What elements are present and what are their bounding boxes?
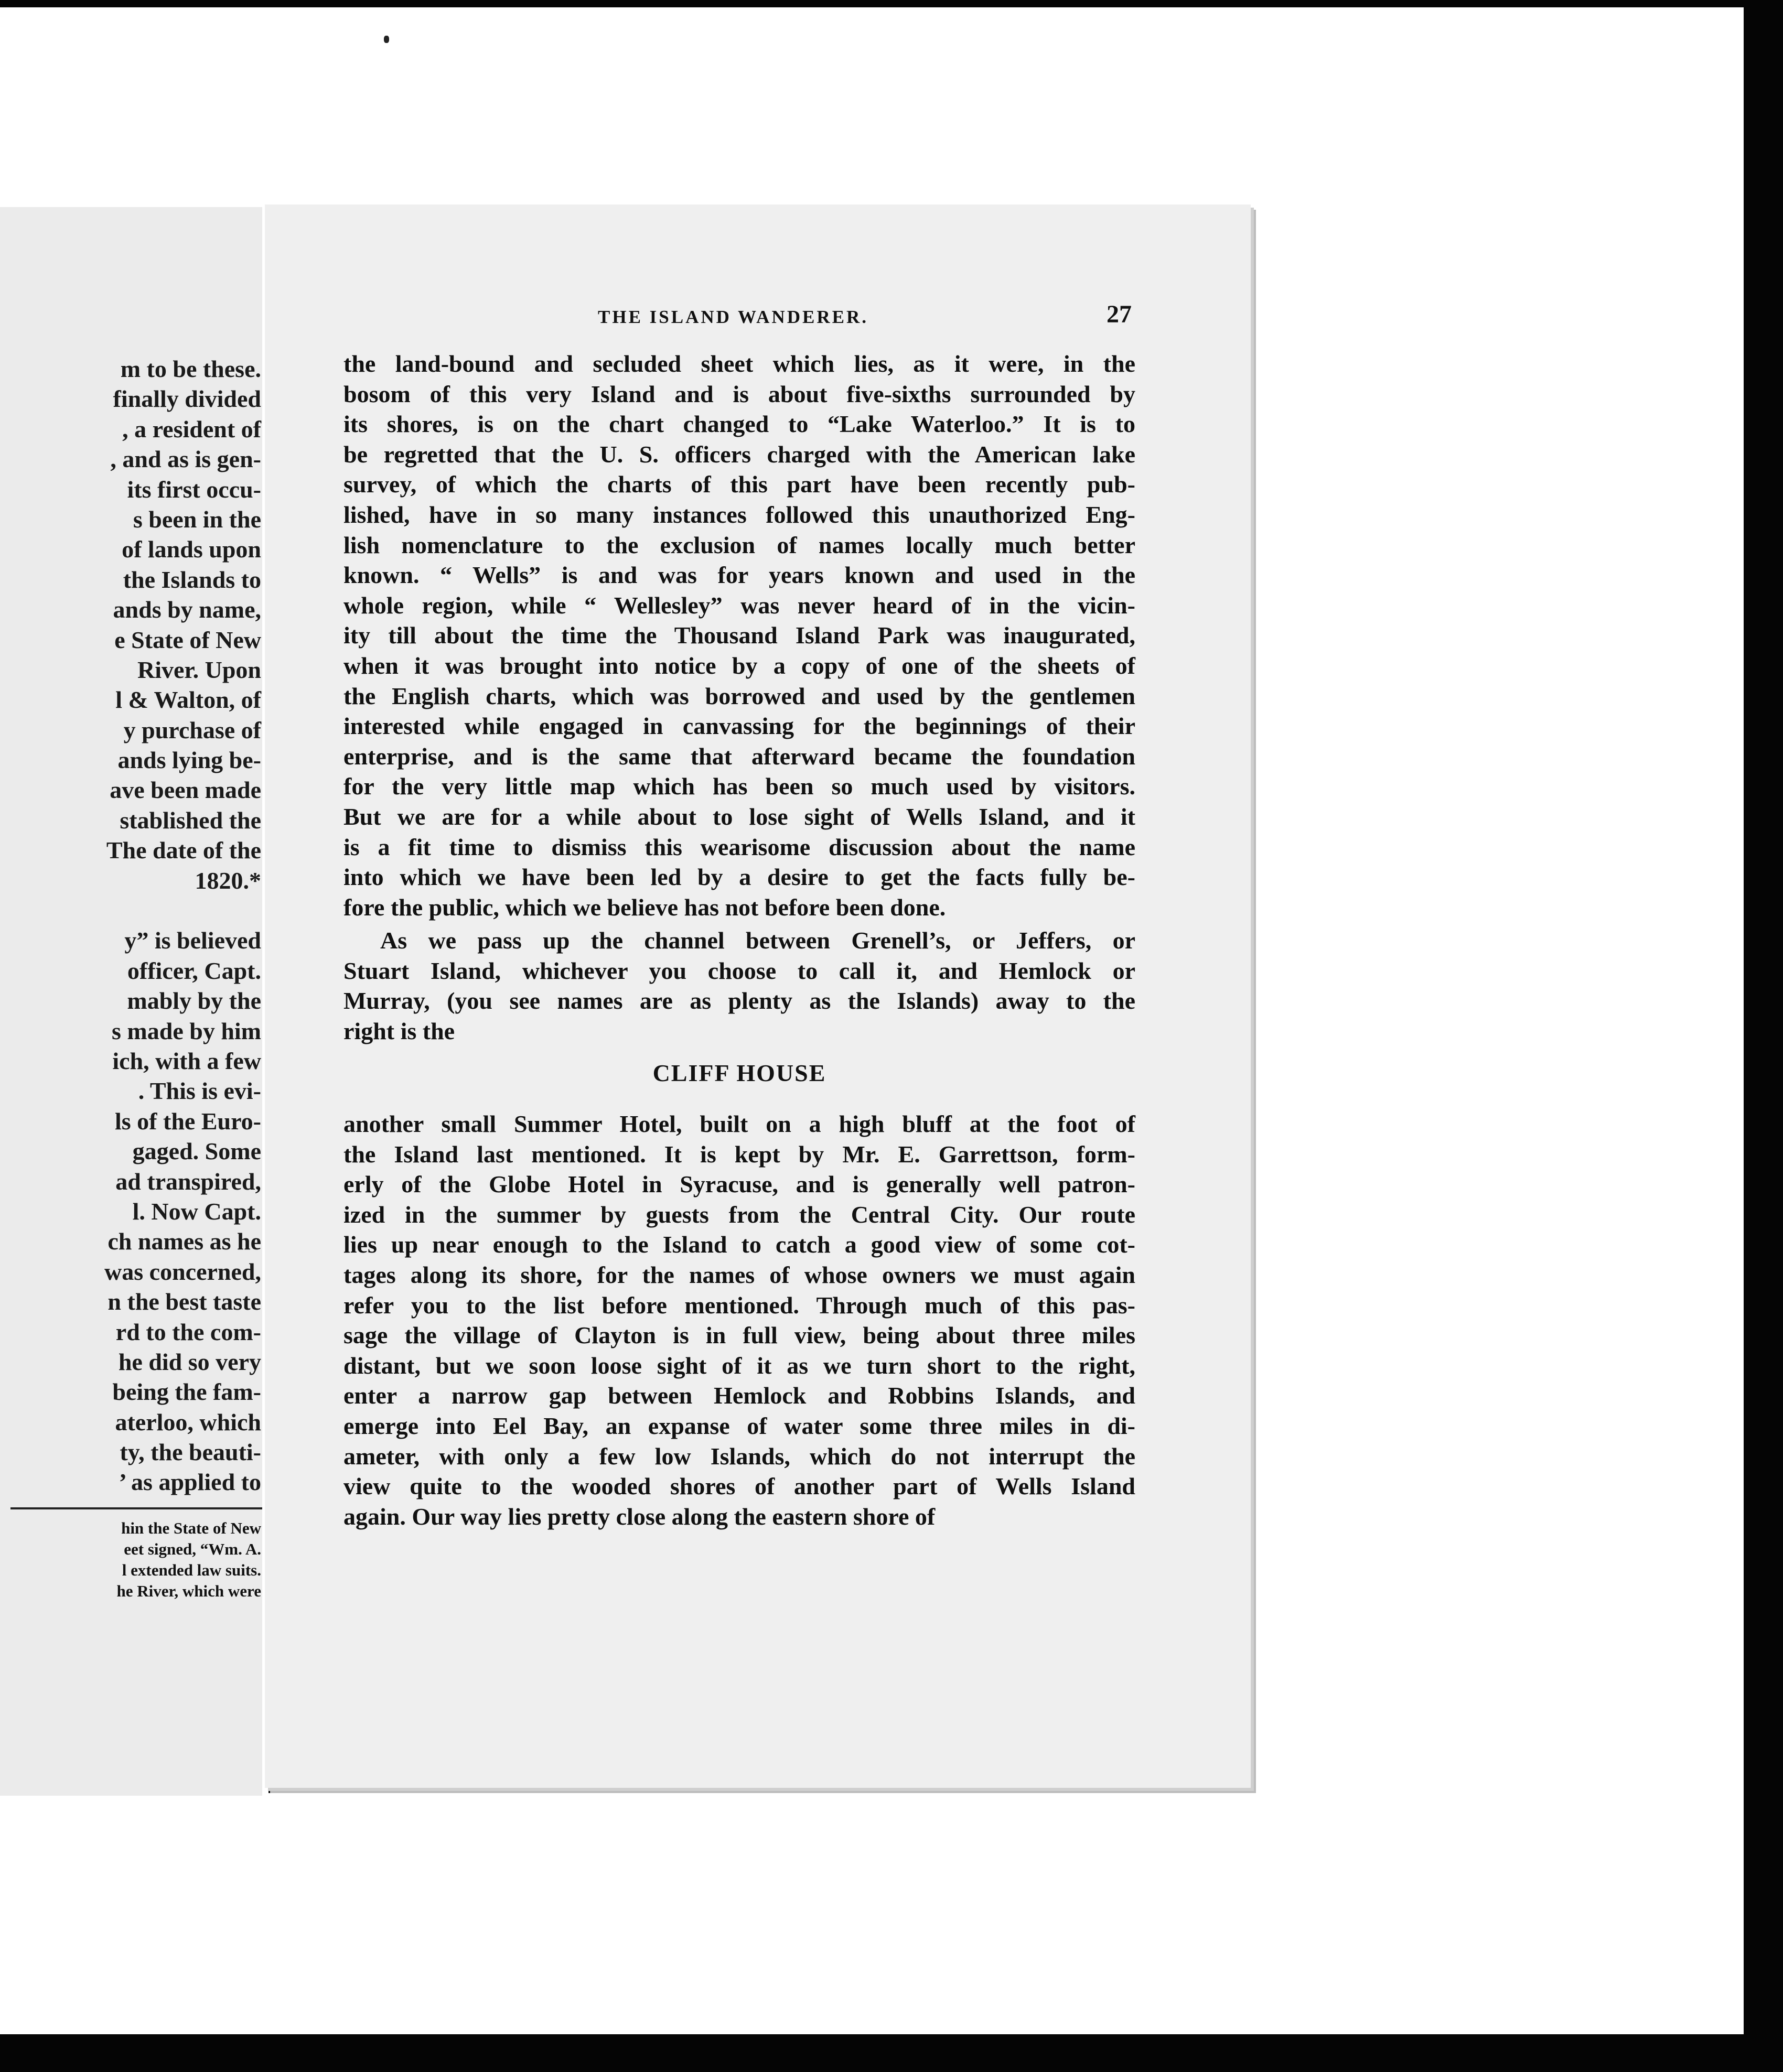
previous-page-line: ty, the beauti- [120,1439,261,1466]
section-heading: CLIFF HOUSE [652,1060,826,1086]
page-number: 27 [1107,300,1132,328]
film-frame-top [0,0,1783,7]
previous-page-line: y purchase of [123,716,261,743]
text-line: As we pass up the channel between Grenell’s, or Jeffers, or [380,927,1135,954]
previous-page-line: the Islands to [123,566,261,593]
text-line: sage the village of Clayton is in full view, being about three miles [343,1322,1135,1349]
previous-page-line: was concerned, [104,1258,261,1285]
previous-page-line: m to be these. [120,355,261,382]
text-line: the land-bound and secluded sheet which lies, as it were, in the [343,350,1135,377]
previous-page-line: y” is believed [124,927,261,954]
running-head: THE ISLAND WANDERER. [598,307,868,327]
text-line: But we are for a while about to lose sight of Wells Island, and it [343,803,1135,830]
text-line: fore the public, which we believe has not before been done. [343,893,946,921]
previous-page-line: 1820.* [195,867,261,894]
previous-page-line: s made by him [112,1017,261,1044]
footnote-line: hin the State of New [121,1519,261,1537]
text-line: lish nomenclature to the exclusion of names locally much better [343,531,1135,558]
text-line: Murray, (you see names are as plenty as the Islands) away to the [343,987,1135,1015]
footnote-line: l extended law suits. [122,1561,261,1579]
text-line: be regretted that the U. S. officers charged with the American lake [343,440,1135,468]
text-line: is a fit time to dismiss this wearisome discussion about the name [343,833,1135,860]
text-line: ity till about the time the Thousand Island Park was inaugurated, [343,622,1135,649]
previous-page-line: ad transpired, [115,1168,261,1195]
paragraph-1 [343,349,1135,922]
text-line: for the very little map which has been so much used by visitors. [343,773,1135,800]
text-line: view quite to the wooded shores of another part of Wells Island [343,1473,1135,1500]
previous-page-line: The date of the [106,837,261,864]
footnote-line: he River, which were [116,1582,261,1600]
text-line: ized in the summer by guests from the Central City. Our route [343,1201,1135,1228]
text-line: lies up near enough to the Island to catch a good view of some cot- [343,1231,1135,1258]
previous-page-line: , a resident of [122,415,261,443]
text-line: ameter, with only a few low Islands, which do not interrupt the [343,1442,1135,1470]
text-line: erly of the Globe Hotel in Syracuse, and is generally well patron- [343,1171,1135,1198]
previous-page-line: ’ as applied to [119,1469,261,1496]
text-line: whole region, while “ Wellesley” was never heard of in the vicin- [343,591,1135,619]
previous-page-line: . This is evi- [138,1077,261,1105]
previous-page-line: rd to the com- [115,1318,261,1345]
text-line: distant, but we soon loose sight of it as we turn short to the right, [343,1352,1135,1379]
previous-page [0,207,262,1796]
text-line: its shores, is on the chart changed to “Lake Waterloo.” It is to [343,411,1135,438]
text-line: another small Summer Hotel, built on a high bluff at the foot of [343,1110,1135,1137]
dust-speck [384,36,389,43]
previous-page-text [0,354,261,1497]
text-line: the English charts, which was borrowed and used by the gentlemen [343,682,1135,709]
text-line: enterprise, and is the same that afterward became the foundation [343,742,1135,770]
film-frame-bottom [0,2034,1783,2072]
text-line: lished, have in so many instances followed this unauthorized Eng- [343,501,1135,528]
text-line: when it was brought into notice by a copy of one of the sheets of [343,652,1135,679]
previous-page-line: ands lying be- [117,747,261,774]
footnote-rule [10,1507,262,1509]
previous-page-line: gaged. Some [132,1138,261,1165]
film-frame-right [1744,0,1783,2072]
text-line: refer you to the list before mentioned. Through much of this pas- [343,1291,1135,1319]
previous-page-line: l. Now Capt. [132,1197,261,1225]
previous-page-line: e State of New [114,626,261,653]
previous-page-line: n the best taste [108,1288,261,1315]
text-line: survey, of which the charts of this part have been recently pub- [343,471,1135,498]
previous-page-footnote [0,1518,261,1602]
previous-page-line: s been in the [133,505,261,533]
previous-page-line: aterloo, which [115,1408,261,1436]
text-line: Stuart Island, whichever you choose to call it, and Hemlock or [343,957,1135,984]
previous-page-line: he did so very [118,1348,261,1375]
text-line: into which we have been led by a desire to get the facts fully be- [343,864,1135,891]
previous-page-line: River. Upon [137,656,261,683]
previous-page-line: ls of the Euro- [115,1107,261,1135]
previous-page-line: finally divided [113,385,261,413]
previous-page-line [0,895,261,925]
previous-page-line: ch names as he [108,1228,261,1255]
previous-page-line: ands by name, [113,596,261,623]
text-line: again. Our way lies pretty close along the eastern shore of [343,1503,936,1530]
previous-page-line: mably by the [127,987,261,1015]
paragraph-3 [343,1109,1135,1531]
previous-page-line: officer, Capt. [127,957,261,984]
text-line: interested while engaged in canvassing for the beginnings of their [343,713,1135,740]
text-line: bosom of this very Island and is about five-sixths surrounded by [343,380,1135,407]
previous-page-line: ich, with a few [112,1047,261,1074]
text-line: emerge into Eel Bay, an expanse of water some three miles in di- [343,1412,1135,1439]
previous-page-line: of lands upon [122,536,261,563]
previous-page-line: stablished the [120,806,261,834]
previous-page-line: l & Walton, of [115,686,261,714]
text-line: the Island last mentioned. It is kept by Mr. E. Garrettson, form- [343,1140,1135,1168]
text-line: tages along its shore, for the names of whose owners we must again [343,1261,1135,1288]
text-line: enter a narrow gap between Hemlock and Robbins Islands, and [343,1382,1135,1409]
footnote-line: eet signed, “Wm. A. [124,1540,261,1558]
previous-page-line: ave been made [110,776,261,804]
previous-page-line: being the fam- [112,1378,261,1406]
previous-page-line: its first occu- [127,476,261,503]
text-line: right is the [343,1017,455,1044]
paragraph-2 [343,925,1135,1046]
previous-page-line: , and as is gen- [110,446,261,473]
text-line: known. “ Wells” is and was for years known and used in the [343,562,1135,589]
